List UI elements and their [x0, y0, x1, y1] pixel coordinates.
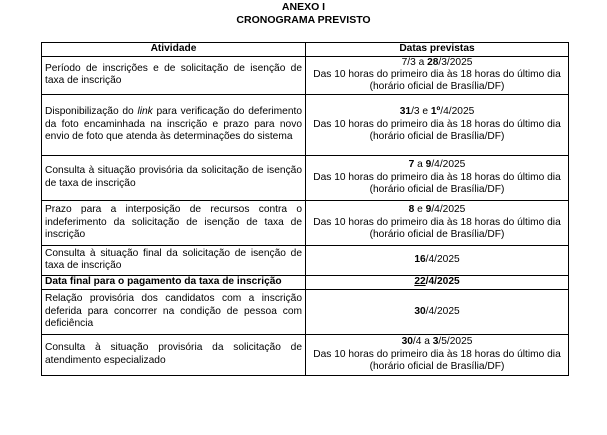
table-row — [42, 57, 569, 95]
dates-cell — [306, 155, 569, 200]
table-row — [42, 275, 569, 289]
hours-note: Das 10 horas do primeiro dia às 18 horas do último dia (horário oficial de Brasília/DF) — [313, 348, 561, 372]
header-activity: Atividade — [42, 43, 306, 57]
hours-note: Das 10 horas do primeiro dia às 18 horas do último dia (horário oficial de Brasília/DF) — [313, 69, 561, 93]
table-row — [42, 200, 569, 245]
table-row — [42, 289, 569, 334]
date-range: 31/3 e 1º/4/2025 — [399, 106, 475, 118]
table-row — [42, 155, 569, 200]
hours-note: Das 10 horas do primeiro dia às 18 horas do último dia (horário oficial de Brasília/DF) — [313, 216, 561, 240]
table-header-row — [42, 43, 569, 57]
table-row — [42, 94, 569, 155]
header-dates: Datas previstas — [306, 43, 569, 57]
annex-label: ANEXO I — [281, 1, 326, 13]
page-heading — [0, 1, 607, 26]
dates-cell — [306, 200, 569, 245]
hours-note: Das 10 horas do primeiro dia às 18 horas do último dia (horário oficial de Brasília/DF) — [313, 118, 561, 142]
date-range: 8 e 9/4/2025 — [408, 204, 466, 216]
date-range: 30/4 a 3/5/2025 — [401, 336, 473, 348]
activity-cell: Relação provisória dos candidatos com a inscrição deferida para concorrer na condição de pessoa com deficiência — [42, 289, 306, 334]
date-range: 7 a 9/4/2025 — [408, 159, 466, 171]
hours-note: Das 10 horas do primeiro dia às 18 horas do último dia (horário oficial de Brasília/DF) — [313, 171, 561, 195]
activity-cell: Período de inscrições e de solicitação de isenção de taxa de inscrição — [42, 57, 306, 95]
dates-cell — [306, 334, 569, 375]
activity-cell: Prazo para a interposição de recursos contra o indeferimento da solicitação de isenção de taxa de inscrição — [42, 200, 306, 245]
activity-cell: Consulta à situação final da solicitação de isenção de taxa de inscrição — [42, 245, 306, 275]
page-title: CRONOGRAMA PREVISTO — [236, 13, 371, 26]
table-row — [42, 245, 569, 275]
date-range: 16/4/2025 — [414, 254, 460, 265]
link-word: link — [137, 106, 153, 118]
dates-cell — [306, 289, 569, 334]
dates-cell — [306, 275, 569, 289]
dates-cell — [306, 94, 569, 155]
dates-cell — [306, 245, 569, 275]
activity-cell: Consulta à situação provisória da solicitação de isenção de taxa de inscrição — [42, 155, 306, 200]
activity-cell: Data final para o pagamento da taxa de inscrição — [42, 275, 306, 289]
date-range: 22/4/2025 — [414, 276, 460, 287]
dates-cell — [306, 57, 569, 95]
schedule-table — [41, 42, 569, 376]
activity-cell: Consulta à situação provisória da solicitação de atendimento especializado — [42, 334, 306, 375]
date-range: 30/4/2025 — [414, 305, 460, 317]
activity-cell: Disponibilização do link para verificação do deferimento da foto encaminhada na inscrição e prazo para novo envio de foto que atenda às determinações do sistema — [42, 94, 306, 155]
date-range: 7/3 a 28/3/2025 — [401, 57, 473, 68]
table-row — [42, 334, 569, 375]
